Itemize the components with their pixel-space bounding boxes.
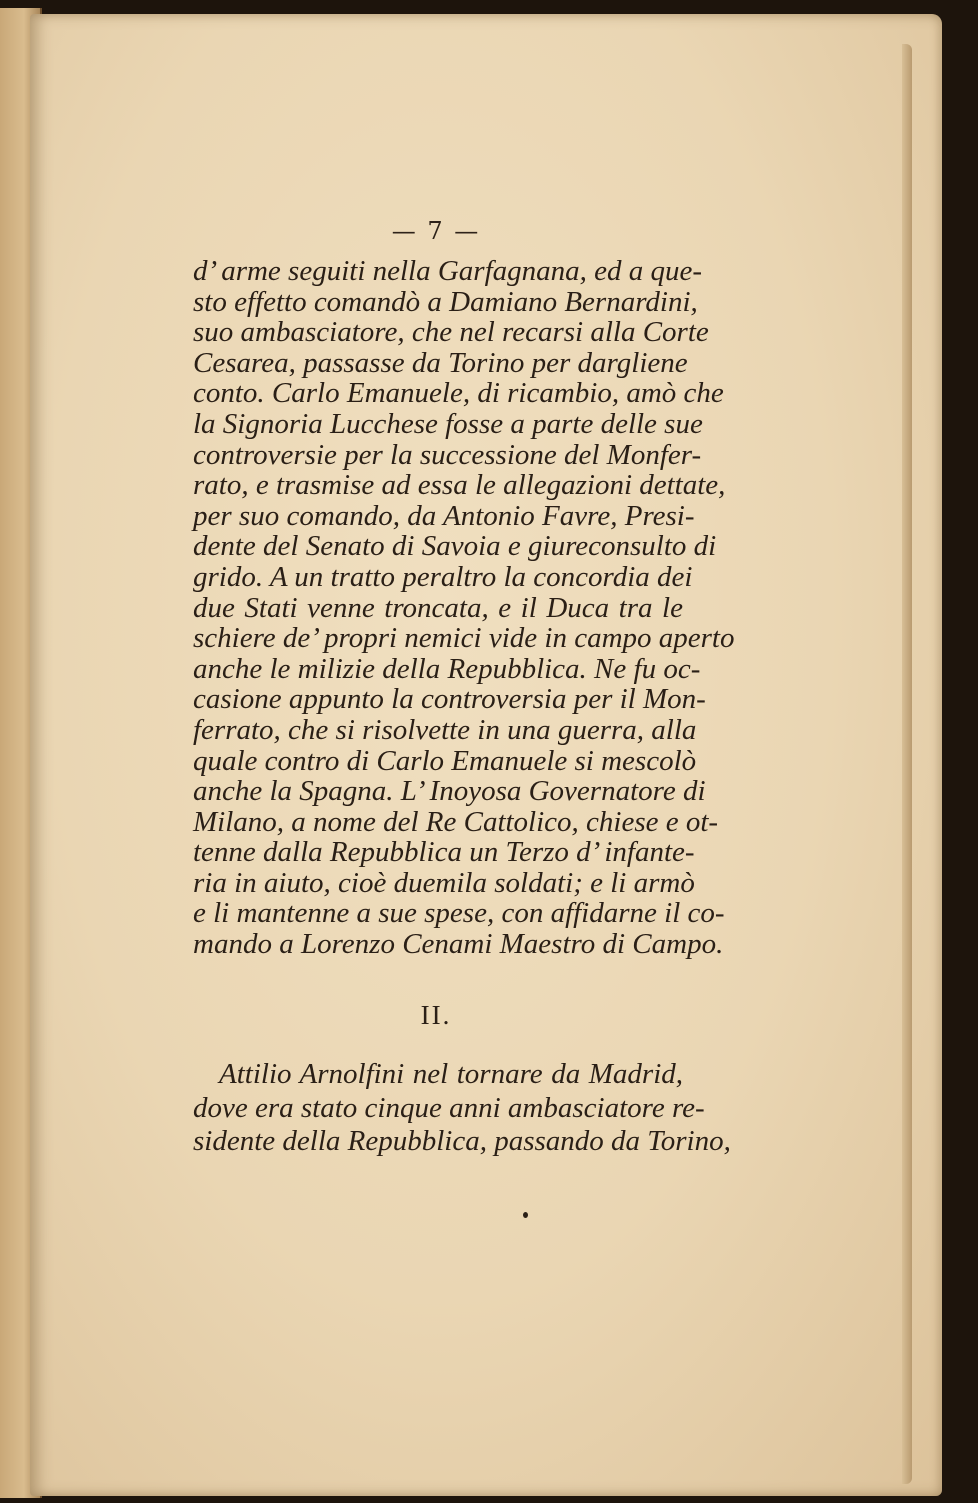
text-line: casione appunto la controversia per il Mon- [193,683,706,716]
text-line: ria in aiuto, cioè duemila soldati; e li armò [193,866,695,899]
text-line: conto. Carlo Emanuele, di ricambio, amò che [193,377,724,410]
text-line: per suo comando, da Antonio Favre, Presi- [193,499,695,532]
text-line: sto effetto comandò a Damiano Bernardini, [193,285,698,318]
text-line: ferrato, che si risolvette in una guerra, alla [193,713,697,746]
text-line: Milano, a nome del Re Cattolico, chiese e ot- [193,805,719,838]
text-line: sidente della Repubblica, passando da Torino, [193,1125,731,1157]
text-line: la Signoria Lucchese fosse a parte delle sue [193,407,703,440]
text-line: quale contro di Carlo Emanuele si mescolò [193,744,697,777]
text-line: Attilio Arnolfini nel tornare da Madrid, [219,1058,683,1090]
text-line: rato, e trasmise ad essa le allegazioni dettate, [193,469,726,502]
paragraph-1 [193,255,735,961]
text-line: suo ambasciatore, che nel recarsi alla Corte [193,316,709,349]
text-line: controversie per la successione del Monfer- [193,438,702,471]
right-page-edge [902,44,912,1484]
text-line: schiere de’ propri nemici vide in campo aperto [193,622,735,655]
page-number: — 7 — [391,217,481,245]
text-line: Cesarea, passasse da Torino per dargliene [193,346,688,379]
text-line: grido. A un tratto peraltro la concordia dei [193,560,693,593]
page-sheet [30,14,942,1496]
section-heading: II. [420,1000,452,1030]
text-line: d’ arme seguiti nella Garfagnana, ed a que- [193,255,703,287]
paragraph-2 [193,1058,731,1159]
text-line: mando a Lorenzo Cenami Maestro di Campo. [193,928,724,961]
text-line: due Stati venne troncata, e il Duca tra le [193,591,683,624]
text-line: dove era stato cinque anni ambasciatore re- [193,1091,705,1124]
text-line: anche la Spagna. L’ Inoyosa Governatore di [193,775,706,808]
ink-speck [523,1212,528,1218]
text-line: dente del Senato di Savoia e giureconsulto di [193,530,717,563]
text-line: tenne dalla Repubblica un Terzo d’ infante- [193,836,695,869]
text-line: anche le milizie della Repubblica. Ne fu oc- [193,652,701,685]
text-line: e li mantenne a sue spese, con affidarne il co- [193,897,725,930]
